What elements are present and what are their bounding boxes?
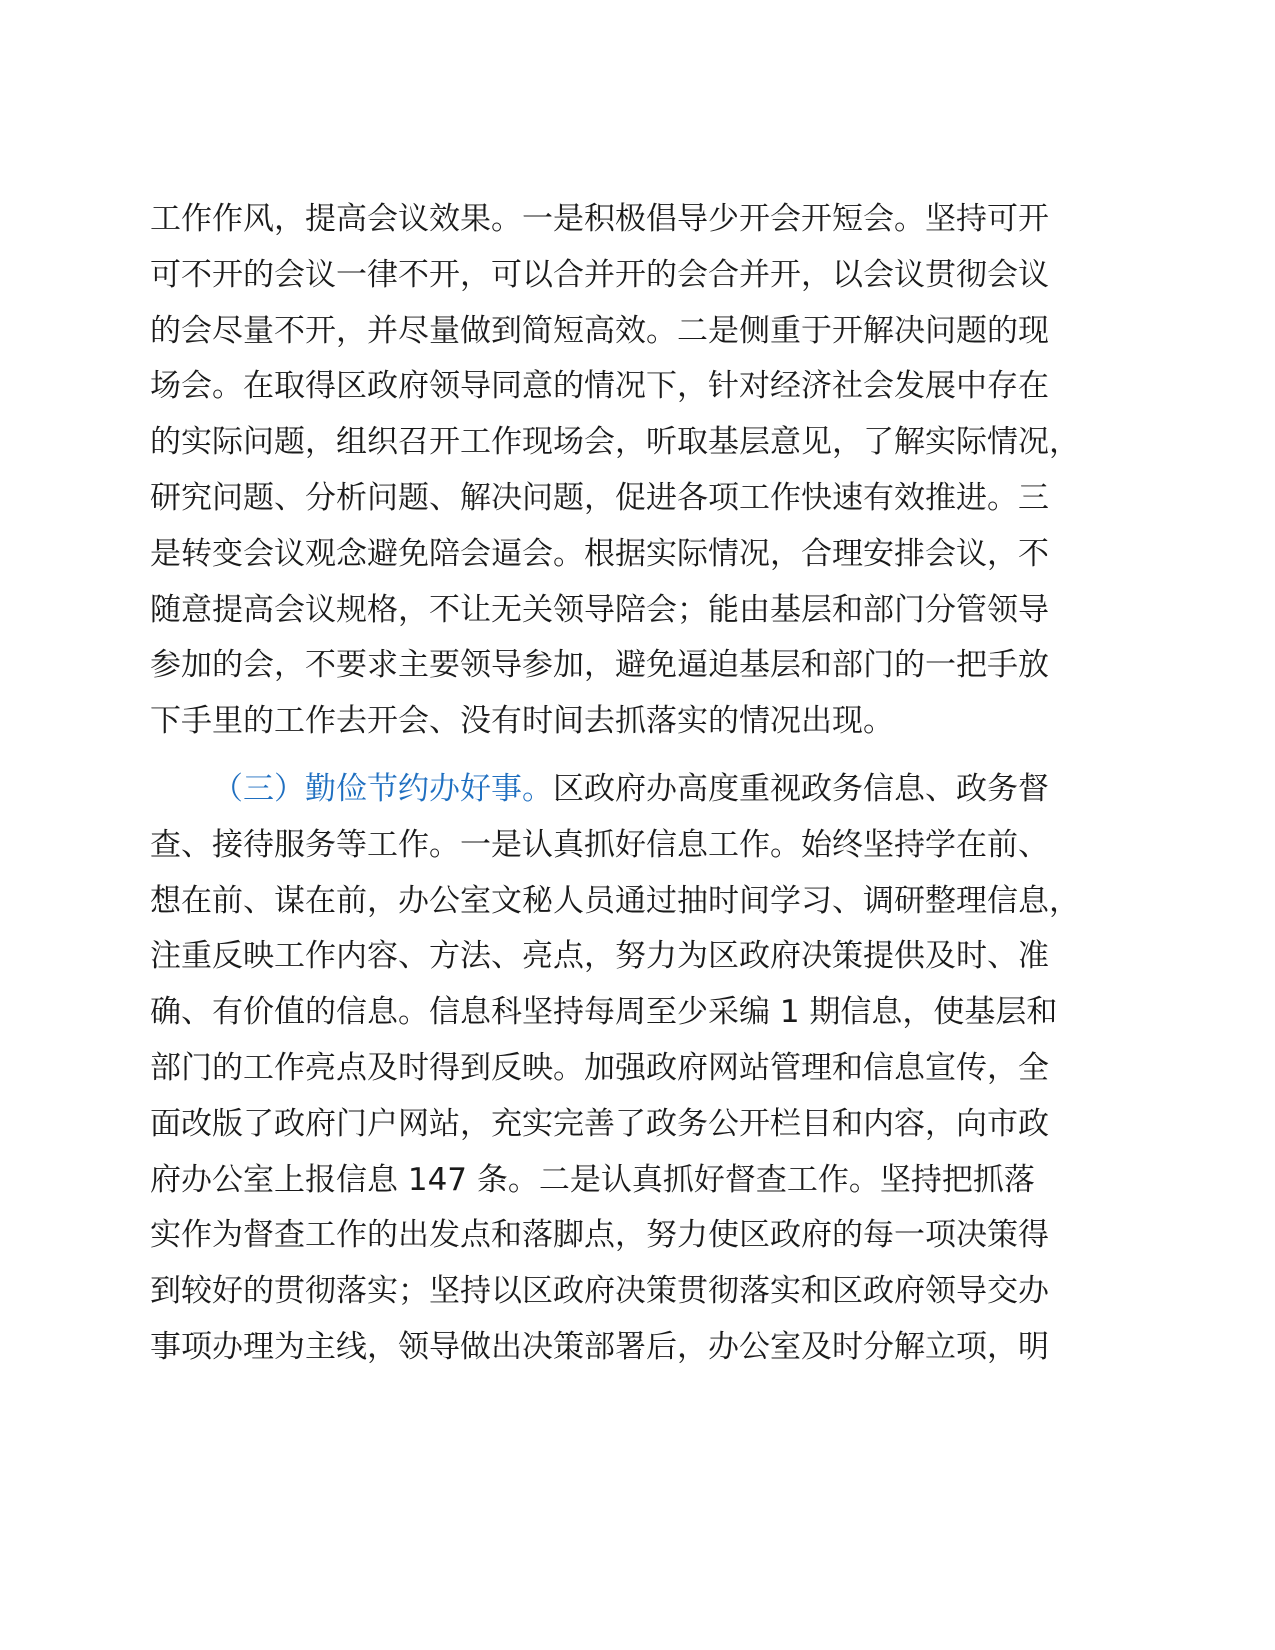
section-heading: （三）勤俭节约办好事。 — [212, 770, 553, 807]
paragraph-meeting-style — [150, 192, 1120, 750]
paragraph-spacer — [150, 750, 1120, 762]
text-line: 部门的工作亮点及时得到反映。加强政府网站管理和信息宣传，全 — [150, 1049, 1049, 1086]
text-line: 的实际问题，组织召开工作现场会，听取基层意见，了解实际情况， — [150, 424, 1080, 461]
text-line: 工作作风，提高会议效果。一是积极倡导少开会开短会。坚持可开 — [150, 201, 1049, 237]
text-line: 确、有价值的信息。信息科坚持每周至少采编 1 期信息，使基层和 — [150, 994, 1058, 1031]
text-line: 面改版了政府门户网站，充实完善了政务公开栏目和内容，向市政 — [150, 1105, 1049, 1142]
text-line: 注重反映工作内容、方法、亮点，努力为区政府决策提供及时、准 — [150, 938, 1049, 975]
text-line: 参加的会，不要求主要领导参加，避免逼迫基层和部门的一把手放 — [150, 647, 1049, 684]
paragraph-thrift — [150, 762, 1120, 1376]
text-line: 事项办理为主线，领导做出决策部署后，办公室及时分解立项，明 — [150, 1328, 1049, 1365]
text-line: 想在前、谋在前，办公室文秘人员通过抽时间学习、调研整理信息， — [150, 882, 1080, 919]
text-line: 下手里的工作去开会、没有时间去抓落实的情况出现。 — [150, 703, 894, 740]
paragraph-first-line — [150, 762, 1120, 818]
text-line: 查、接待服务等工作。一是认真抓好信息工作。始终坚持学在前、 — [150, 826, 1049, 863]
text-line: 研究问题、分析问题、解决问题，促进各项工作快速有效推进。三 — [150, 479, 1049, 516]
text-line: 到较好的贯彻落实；坚持以区政府决策贯彻落实和区政府领导交办 — [150, 1273, 1049, 1310]
text-line: 是转变会议观念避免陪会逼会。根据实际情况，合理安排会议，不 — [150, 535, 1049, 572]
heading-follow-text: 区政府办高度重视政务信息、政务督 — [553, 770, 1049, 807]
text-line: 府办公室上报信息 147 条。二是认真抓好督查工作。坚持把抓落 — [150, 1161, 1035, 1198]
text-line: 实作为督查工作的出发点和落脚点，努力使区政府的每一项决策得 — [150, 1217, 1049, 1254]
text-line: 随意提高会议规格，不让无关领导陪会；能由基层和部门分管领导 — [150, 591, 1049, 628]
document-body — [150, 192, 1120, 1376]
text-line: 可不开的会议一律不开，可以合并开的会合并开，以会议贯彻会议 — [150, 256, 1049, 293]
text-line: 场会。在取得区政府领导同意的情况下，针对经济社会发展中存在 — [150, 368, 1049, 405]
text-line: 的会尽量不开，并尽量做到简短高效。二是侧重于开解决问题的现 — [150, 312, 1049, 349]
